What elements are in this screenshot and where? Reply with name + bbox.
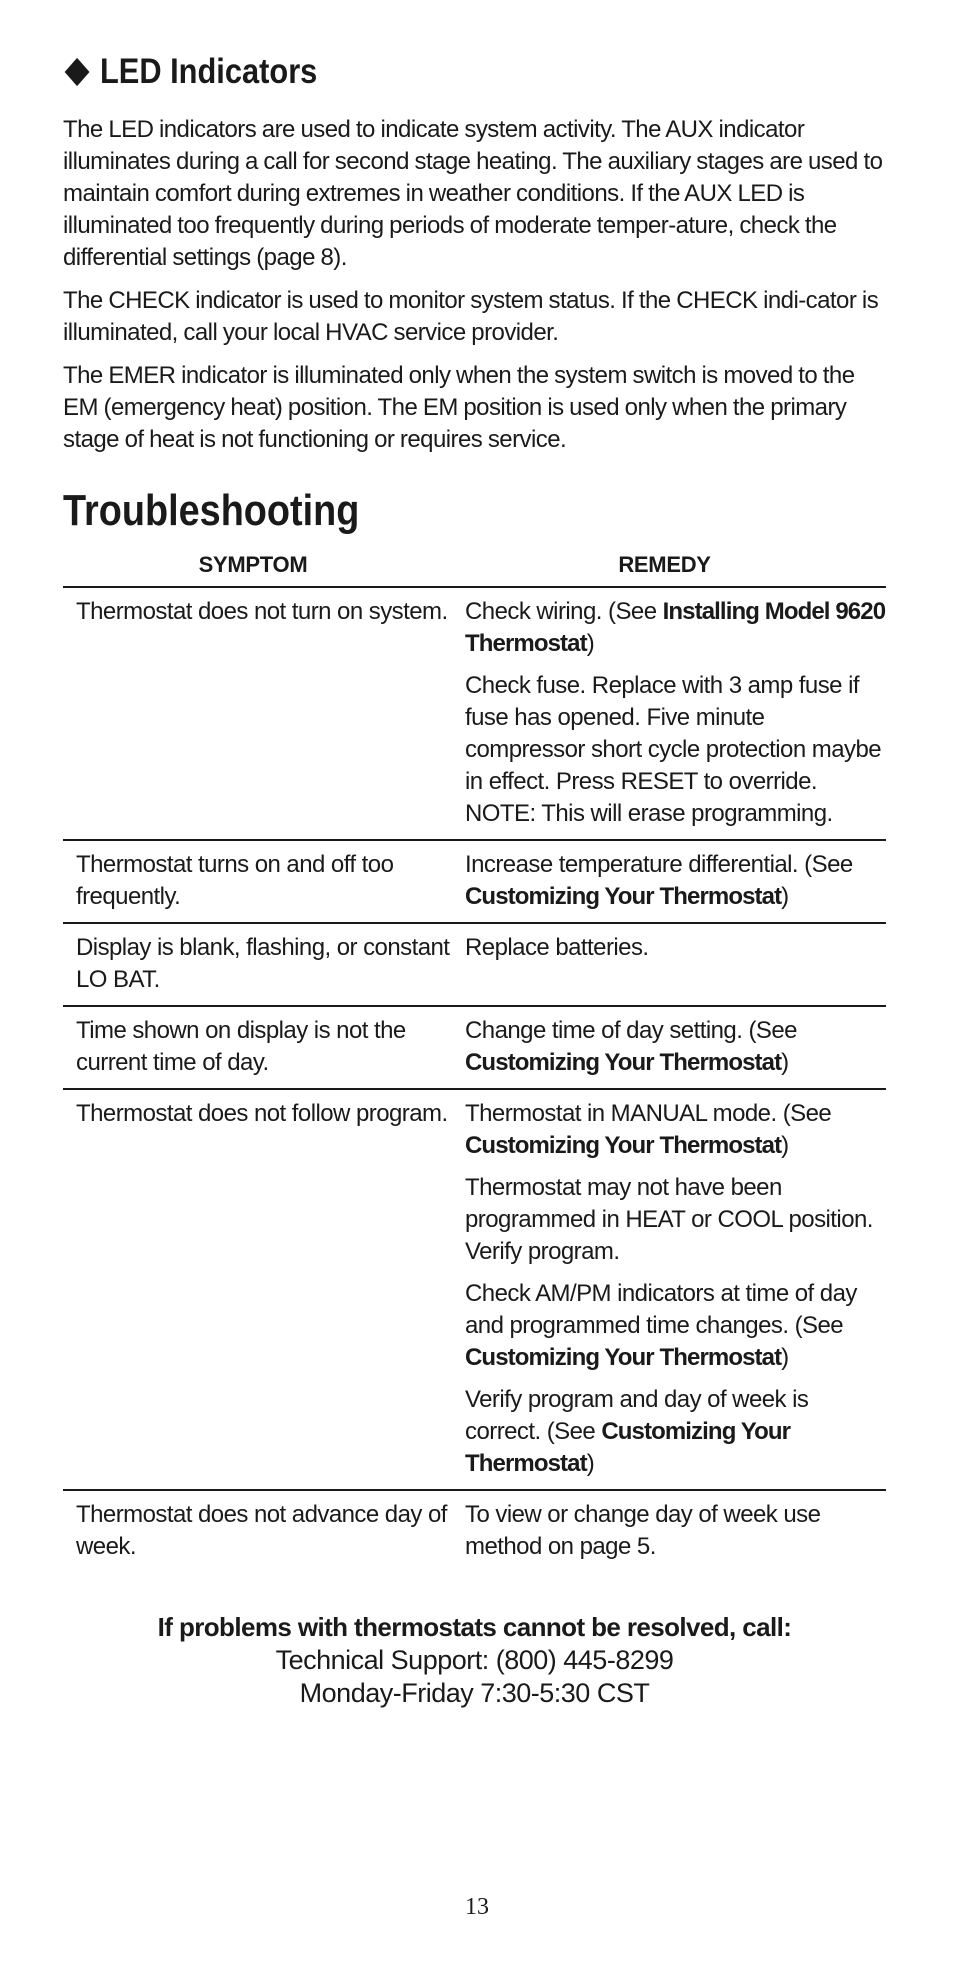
symptom-cell: Thermostat does not advance day of week.: [76, 1501, 447, 1560]
table-row: [63, 924, 886, 1007]
remedy-text-end: ): [781, 883, 789, 910]
symptom-column-header: SYMPTOM: [198, 552, 308, 577]
remedy-item: [465, 1499, 886, 1563]
remedy-text: Verify program and day of week is correct. (See: [465, 1386, 809, 1445]
remedy-text: Thermostat may not have been programmed in HEAT or COOL position. Verify program.: [465, 1174, 873, 1265]
symptom-cell: Display is blank, flashing, or constant LO BAT.: [76, 934, 450, 993]
remedy-text-end: ): [781, 1049, 789, 1076]
remedy-text-end: ): [586, 630, 595, 657]
table-row: [63, 588, 886, 841]
remedy-cell: [465, 1015, 886, 1079]
remedy-text-end: ): [586, 1450, 595, 1477]
page-number: 13: [465, 1894, 489, 1920]
led-paragraph-check: The CHECK indicator is used to monitor system status. If the CHECK indi-cator is illuminated, call your local HVAC service provider.: [63, 287, 879, 346]
symptom-cell: Thermostat does not follow program.: [76, 1100, 448, 1127]
remedy-column-header: REMEDY: [618, 552, 711, 577]
remedy-item: [465, 1384, 886, 1480]
remedy-reference: Customizing Your Thermostat: [465, 1418, 791, 1477]
diamond-bullet-icon: [65, 58, 90, 86]
remedy-cell: [465, 1098, 886, 1480]
table-header: [63, 552, 886, 588]
remedy-reference: Customizing Your Thermostat: [465, 1344, 782, 1371]
remedy-reference: Customizing Your Thermostat: [465, 883, 782, 910]
remedy-text-end: ): [781, 1344, 789, 1371]
remedy-item: [465, 596, 886, 660]
table-row: [63, 1007, 886, 1090]
remedy-cell: [465, 596, 886, 830]
table-row: [63, 841, 886, 924]
remedy-reference: Customizing Your Thermostat: [465, 1049, 782, 1076]
remedy-text: Increase temperature differential. (See: [465, 851, 853, 878]
remedy-text: Thermostat in MANUAL mode. (See: [465, 1100, 832, 1127]
remedy-item: [465, 849, 886, 913]
remedy-cell: [465, 1499, 886, 1563]
remedy-item: [465, 932, 886, 964]
symptom-cell: Thermostat turns on and off too frequently.: [76, 851, 394, 910]
remedy-item: [465, 1098, 886, 1162]
remedy-item: [465, 1172, 886, 1268]
table-row: [63, 1090, 886, 1491]
support-phone: Technical Support: (800) 445-8299: [275, 1645, 674, 1675]
remedy-reference: Installing Model 9620 Thermostat: [465, 598, 886, 657]
remedy-text: To view or change day of week use method on page 5.: [465, 1501, 821, 1560]
remedy-item: [465, 670, 886, 830]
remedy-reference: Customizing Your Thermostat: [465, 1132, 782, 1159]
remedy-item: [465, 1278, 886, 1374]
table-row: [63, 1491, 886, 1572]
remedy-text: Replace batteries.: [465, 934, 649, 961]
table-body: [63, 588, 886, 1572]
support-footer: [63, 1610, 886, 1710]
remedy-text-end: ): [781, 1132, 789, 1159]
remedy-text: Check fuse. Replace with 3 amp fuse if fuse has opened. Five minute compressor short cycle protection maybe in effect. Press RESET to override. NOTE: This will erase programming.: [465, 672, 882, 827]
troubleshooting-title: Troubleshooting: [63, 486, 360, 535]
remedy-cell: [465, 932, 886, 996]
support-hours: Monday-Friday 7:30-5:30 CST: [299, 1678, 650, 1708]
led-paragraph-aux: The LED indicators are used to indicate system activity. The AUX indicator illuminates during a call for second stage heating. The auxiliary stages are used to maintain comfort during extremes in weather conditions. If the AUX LED is illuminated too frequently during periods of moderate temper-ature, check the differential settings (page 8).: [63, 116, 883, 271]
support-callout: If problems with thermostats cannot be resolved, call:: [157, 1612, 792, 1642]
symptom-cell: Thermostat does not turn on system.: [76, 598, 448, 625]
remedy-text: Check wiring. (See: [465, 598, 663, 625]
remedy-item: [465, 1015, 886, 1079]
remedy-cell: [465, 849, 886, 913]
remedy-text: Change time of day setting. (See: [465, 1017, 797, 1044]
manual-page: [63, 52, 886, 1710]
led-paragraph-emer: The EMER indicator is illuminated only when the system switch is moved to the EM (emergency heat) position. The EM position is used only when the primary stage of heat is not functioning or requires service.: [63, 362, 855, 453]
led-section-title: LED Indicators: [63, 52, 787, 92]
troubleshooting-table: [63, 552, 886, 1572]
remedy-text: Check AM/PM indicators at time of day and programmed time changes. (See: [465, 1280, 857, 1339]
symptom-cell: Time shown on display is not the current time of day.: [76, 1017, 406, 1076]
